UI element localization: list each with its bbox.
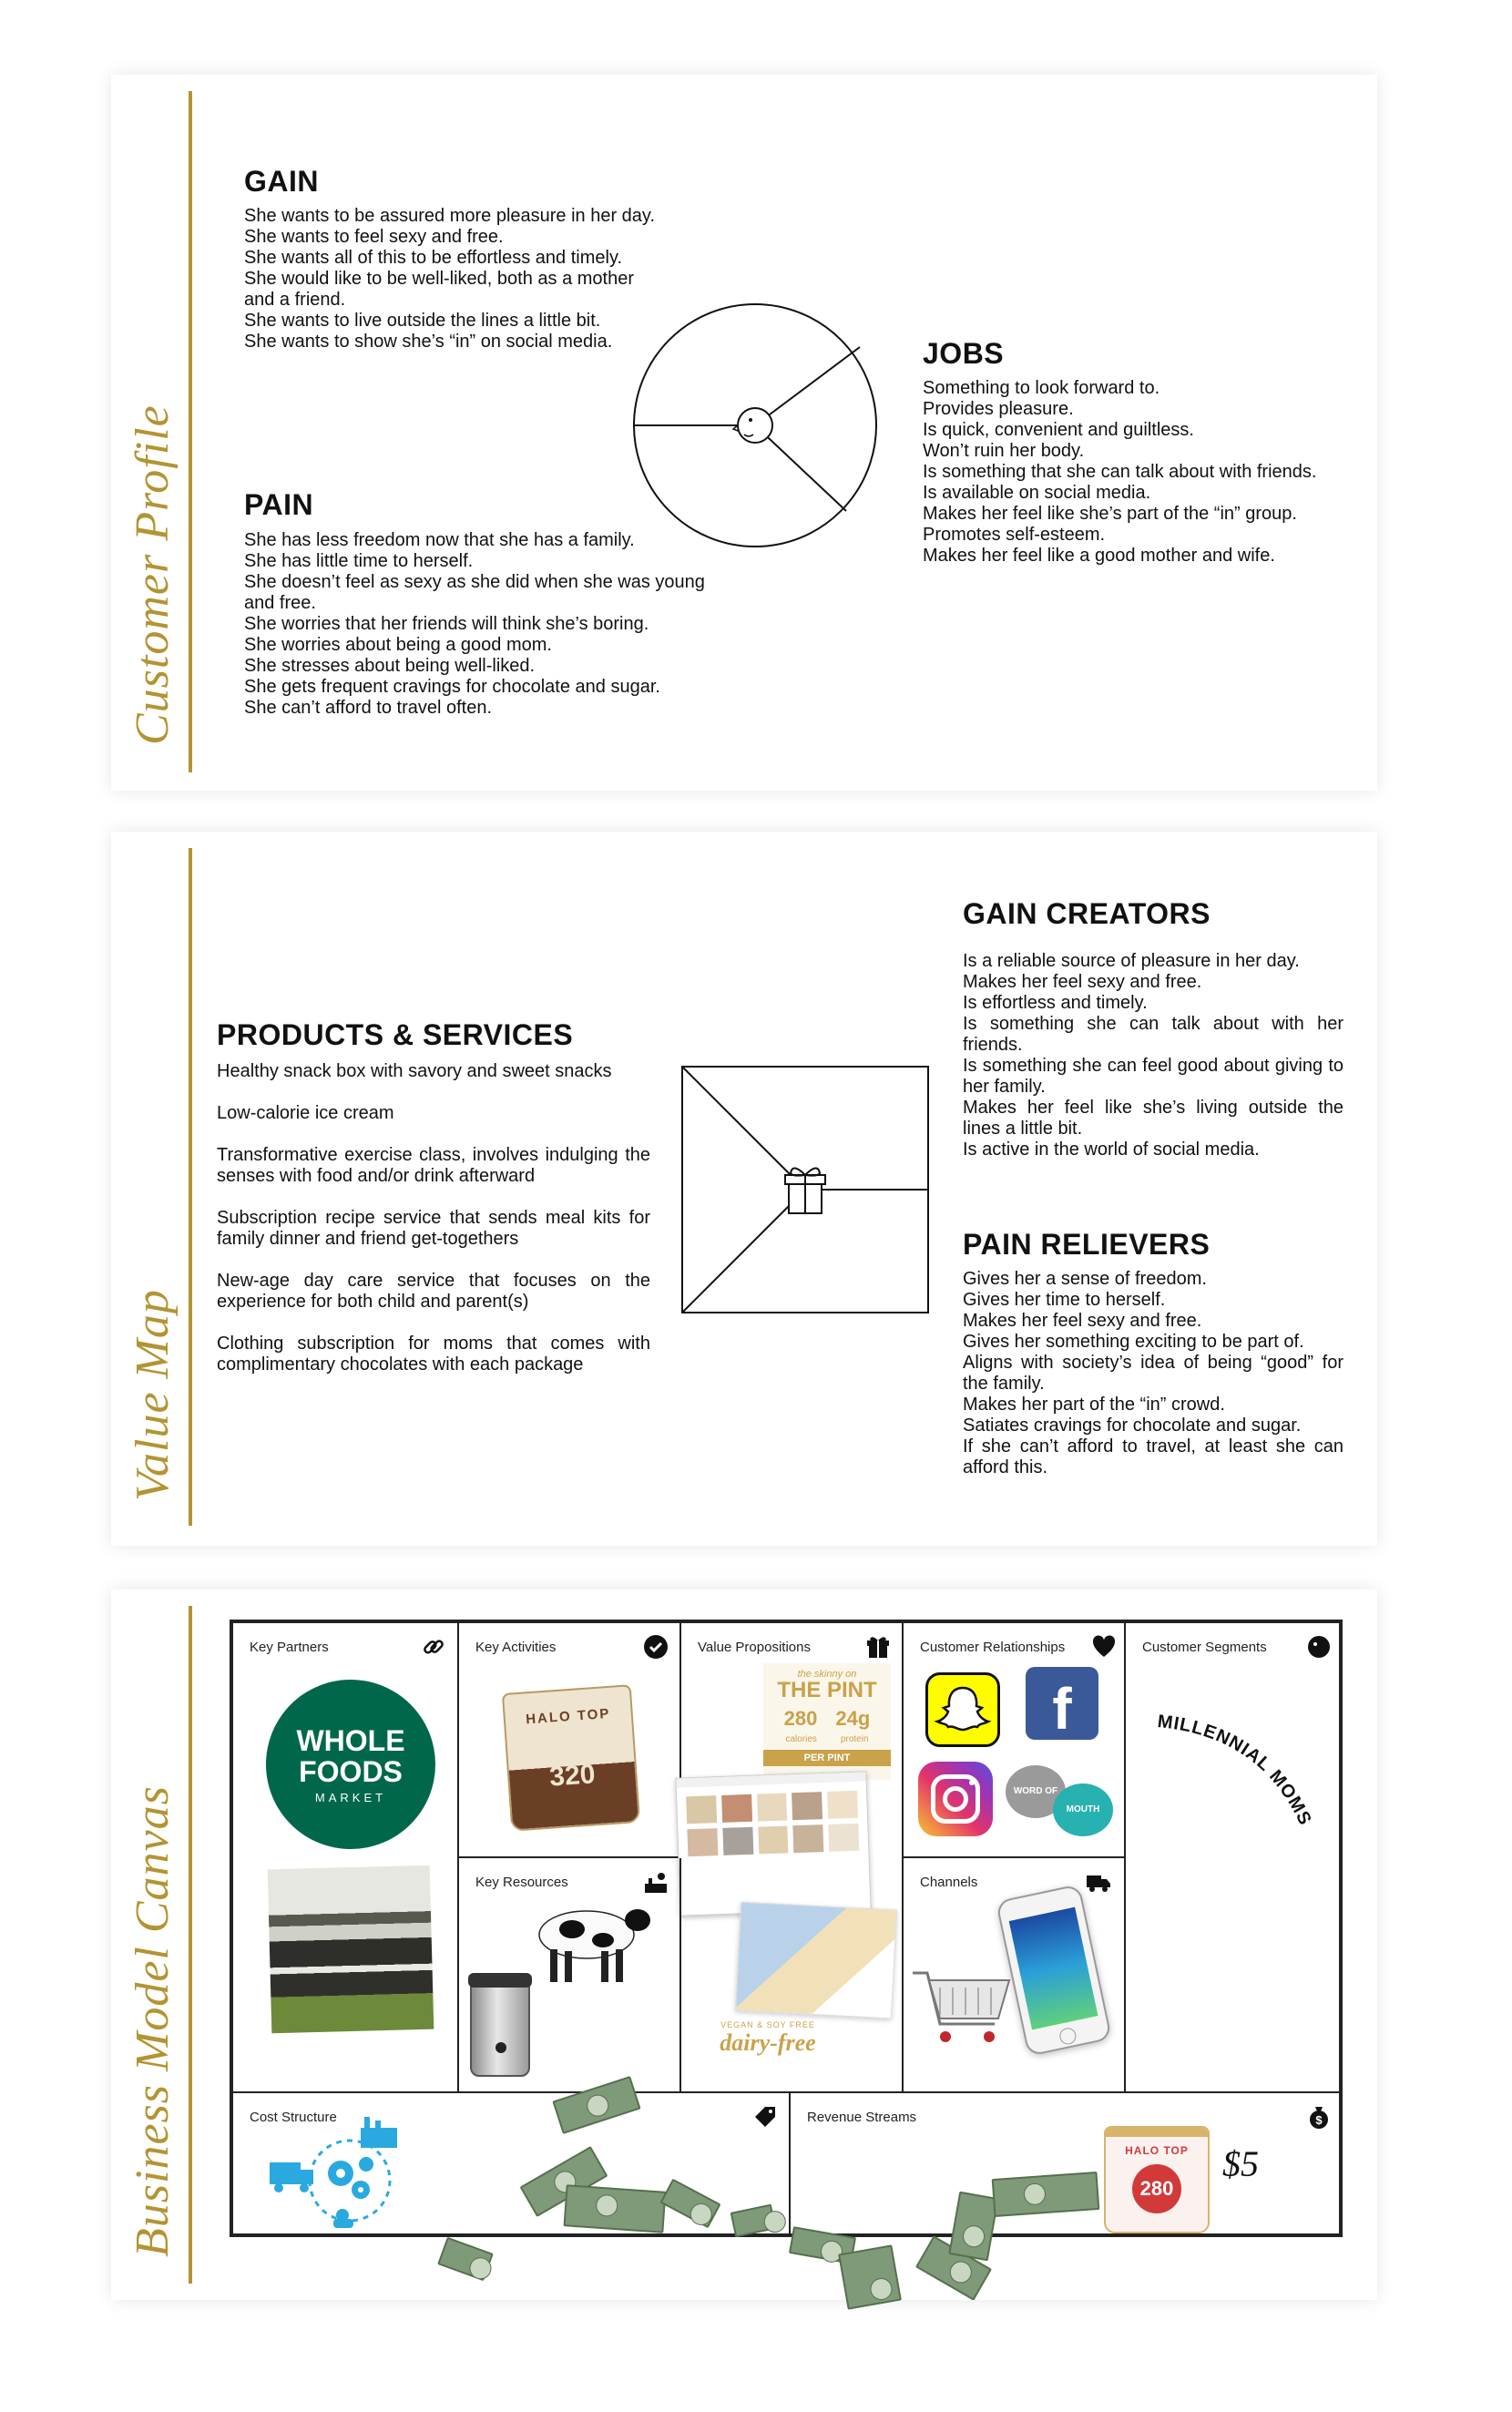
channels-label: Channels (920, 1875, 978, 1890)
halo-top-pint-320 (502, 1684, 640, 1832)
heart-icon (1091, 1634, 1117, 1660)
gain-line: She wants to feel sexy and free. (244, 227, 504, 247)
channels-cell (904, 1858, 1126, 2093)
bmc-title: Business Model Canvas (127, 1785, 179, 2257)
customer-profile-rule (189, 91, 192, 772)
pain-list (244, 530, 705, 719)
pain-line: She worries about being a good mom. (244, 635, 552, 655)
truck-icon (1084, 1869, 1113, 1895)
shopping-cart-image (909, 1964, 1013, 2064)
pain-reliever-line: Satiates cravings for chocolate and sugar. (963, 1416, 1302, 1436)
user-head-icon (1306, 1634, 1332, 1660)
gain-creator-line: Makes her feel sexy and free. (963, 972, 1202, 992)
cows-photo (268, 1865, 434, 2034)
key-resources-cell (459, 1858, 681, 2093)
svg-text:$: $ (1315, 2113, 1323, 2127)
customer-relationships-cell (904, 1623, 1126, 1858)
pain-reliever-line: Makes her part of the “in” crowd. (963, 1395, 1225, 1415)
check-circle-icon (643, 1634, 669, 1660)
gift-icon (865, 1634, 891, 1660)
pain-relievers-list (963, 1269, 1343, 1478)
gain-creator-line: Makes her feel like she’s living outside the lines a little bit. (963, 1098, 1343, 1139)
gain-line: and a friend. (244, 290, 346, 310)
gain-line: She would like to be well-liked, both as a mother (244, 269, 635, 289)
gain-creators-list (963, 951, 1343, 1160)
revenue-streams-cell (791, 2093, 1343, 2237)
products-list (217, 1061, 650, 1396)
gain-creator-line: Is active in the world of social media. (963, 1140, 1260, 1160)
pain-reliever-line: Gives her something exciting to be part of. (963, 1332, 1304, 1352)
jobs-heading: JOBS (923, 337, 1005, 370)
gain-creator-line: Is something she can feel good about giving to her family. (963, 1056, 1343, 1097)
jobs-line: Something to look forward to. (923, 378, 1160, 398)
halo-top-calories-280: 280 (1132, 2164, 1181, 2213)
value-map-title: Value Map (127, 1289, 179, 1501)
jobs-line: Makes her feel like a good mother and wife. (923, 546, 1275, 566)
whole-foods-line3: MARKET (314, 1791, 387, 1804)
gain-creators-heading: GAIN CREATORS (963, 897, 1211, 930)
key-activities-cell (459, 1623, 681, 1858)
jobs-line: Promotes self-esteem. (923, 525, 1106, 545)
word-of-mouth-bubbles (1006, 1760, 1119, 1847)
pint-badge-footer: PER PINT (763, 1750, 891, 1766)
word-of-bubble: WORD OF (1006, 1765, 1066, 1818)
millennial-moms-text: MILLENNIAL MOMS (1156, 1711, 1316, 1829)
gain-line: She wants to live outside the lines a little bit. (244, 311, 601, 331)
jobs-line: Provides pleasure. (923, 399, 1074, 419)
product-item: Low-calorie ice cream (217, 1103, 394, 1123)
whole-foods-logo (266, 1680, 435, 1849)
product-item: Subscription recipe service that sends meal kits for family dinner and friend get-togethers (217, 1208, 650, 1249)
dollar-bill (838, 2244, 902, 2309)
pain-heading: PAIN (244, 488, 314, 521)
dairy-free-stamp (700, 2020, 836, 2057)
whole-foods-line1: WHOLE (296, 1724, 405, 1757)
svg-text:MILLENNIAL MOMS (1157, 1712, 1315, 1829)
pain-reliever-line: Makes her feel sexy and free. (963, 1311, 1202, 1331)
product-item: Clothing subscription for moms that comes with complimentary chocolates with each package (217, 1334, 650, 1375)
key-activities-label: Key Activities (475, 1640, 557, 1655)
pain-line: She can’t afford to travel often. (244, 698, 493, 718)
pain-line: and free. (244, 593, 316, 613)
jobs-line: Is available on social media. (923, 483, 1151, 503)
cow-illustration (517, 1889, 654, 1989)
value-propositions-cell (681, 1623, 904, 2093)
jobs-line: Is quick, convenient and guiltless. (923, 420, 1194, 440)
price-label: $5 (1222, 2143, 1259, 2184)
facebook-icon: f (1026, 1667, 1098, 1740)
pint-badge-sub-a: calories (785, 1734, 817, 1744)
pain-line: She doesn’t feel as sexy as she did when she was young (244, 572, 705, 592)
gain-creator-line: Is a reliable source of pleasure in her day. (963, 951, 1300, 971)
value-map-square-diagram (681, 1066, 929, 1313)
jobs-line: Makes her feel like she’s part of the “in” group. (923, 504, 1297, 524)
gain-creator-line: Is effortless and timely. (963, 993, 1148, 1013)
products-heading: PRODUCTS & SERVICES (217, 1018, 574, 1051)
customer-profile-title: Customer Profile (127, 404, 179, 745)
recipe-photo (735, 1902, 897, 2019)
gain-line: She wants to be assured more pleasure in her day. (244, 206, 655, 226)
price-tag-icon (752, 2104, 778, 2130)
pain-relievers-heading: PAIN RELIEVERS (963, 1228, 1211, 1261)
link-icon (421, 1634, 446, 1660)
jobs-line: Is something that she can talk about with friends. (923, 462, 1317, 482)
value-map-rule (189, 848, 192, 1526)
pain-reliever-line: If she can’t afford to travel, at least she can afford this. (963, 1436, 1343, 1477)
ice-cream-maker (470, 1977, 530, 2077)
pain-line: She worries that her friends will think she’s boring. (244, 614, 649, 634)
value-propositions-label: Value Propositions (698, 1640, 811, 1655)
pain-reliever-line: Gives her a sense of freedom. (963, 1269, 1207, 1289)
pain-line: She has little time to herself. (244, 551, 474, 571)
customer-segments-label: Customer Segments (1142, 1640, 1267, 1655)
customer-segments-cell (1126, 1623, 1343, 2093)
gain-creator-line: Is something she can talk about with her friends. (963, 1014, 1343, 1055)
pain-line: She stresses about being well-liked. (244, 656, 536, 676)
millennial-moms-arc (1139, 1700, 1339, 1900)
mouth-bubble: MOUTH (1053, 1783, 1113, 1836)
halo-top-calories-320: 320 (548, 1759, 597, 1793)
jobs-line: Won’t ruin her body. (923, 441, 1085, 461)
business-model-canvas (230, 1620, 1343, 2237)
key-partners-cell (233, 1623, 459, 2093)
dollar-bill (564, 2184, 667, 2233)
jobs-list (923, 378, 1316, 567)
pint-badge-protein: 24g (835, 1707, 871, 1730)
customer-relationships-label: Customer Relationships (920, 1640, 1066, 1655)
gain-line: She wants to show she’s “in” on social media. (244, 332, 613, 352)
dairy-free-text: dairy-free (720, 2029, 816, 2056)
pint-badge-sub-b: protein (840, 1734, 869, 1744)
customer-profile-circle-diagram (631, 302, 879, 549)
dairy-free-tag: VEGAN & SOY FREE (720, 2020, 815, 2029)
halo-top-pint-280 (1104, 2126, 1210, 2233)
money-bag-icon (1306, 2104, 1332, 2130)
gain-heading: GAIN (244, 165, 319, 198)
pain-reliever-line: Aligns with society’s idea of being “good” for the family. (963, 1353, 1343, 1394)
cost-icons-cluster (266, 2117, 403, 2230)
product-item: New-age day care service that focuses on the experience for both child and parent(s) (217, 1271, 650, 1312)
pint-badge-calories: 280 (783, 1707, 818, 1730)
instagram-icon (918, 1762, 993, 1836)
revenue-streams-label: Revenue Streams (807, 2110, 917, 2125)
pint-badge (763, 1663, 891, 1780)
halo-top-brand-280: HALO TOP (1125, 2144, 1189, 2157)
cost-structure-label: Cost Structure (250, 2110, 337, 2125)
key-resources-label: Key Resources (475, 1875, 568, 1890)
pain-reliever-line: Gives her time to herself. (963, 1290, 1166, 1310)
pint-badge-top: the skinny on (797, 1669, 857, 1680)
gain-line: She wants all of this to be effortless and timely. (244, 248, 623, 268)
product-item: Transformative exercise class, involves indulging the senses with food and/or drink afterward (217, 1145, 650, 1186)
snapchat-icon (925, 1672, 1000, 1747)
product-item: Healthy snack box with savory and sweet snacks (217, 1061, 612, 1081)
gain-list (244, 206, 655, 353)
iphone-image (996, 1884, 1112, 2057)
pain-line: She gets frequent cravings for chocolate and sugar. (244, 677, 660, 697)
gift-icon (785, 1168, 825, 1213)
recipe-screenshot (675, 1771, 871, 1916)
bmc-rule (189, 1606, 192, 2284)
pint-badge-title: THE PINT (777, 1678, 877, 1702)
whole-foods-line2: FOODS (299, 1755, 403, 1788)
pain-line: She has less freedom now that she has a family. (244, 530, 635, 550)
key-partners-label: Key Partners (250, 1640, 329, 1655)
dollar-bill (992, 2172, 1100, 2217)
halo-top-brand: HALO TOP (525, 1705, 611, 1728)
